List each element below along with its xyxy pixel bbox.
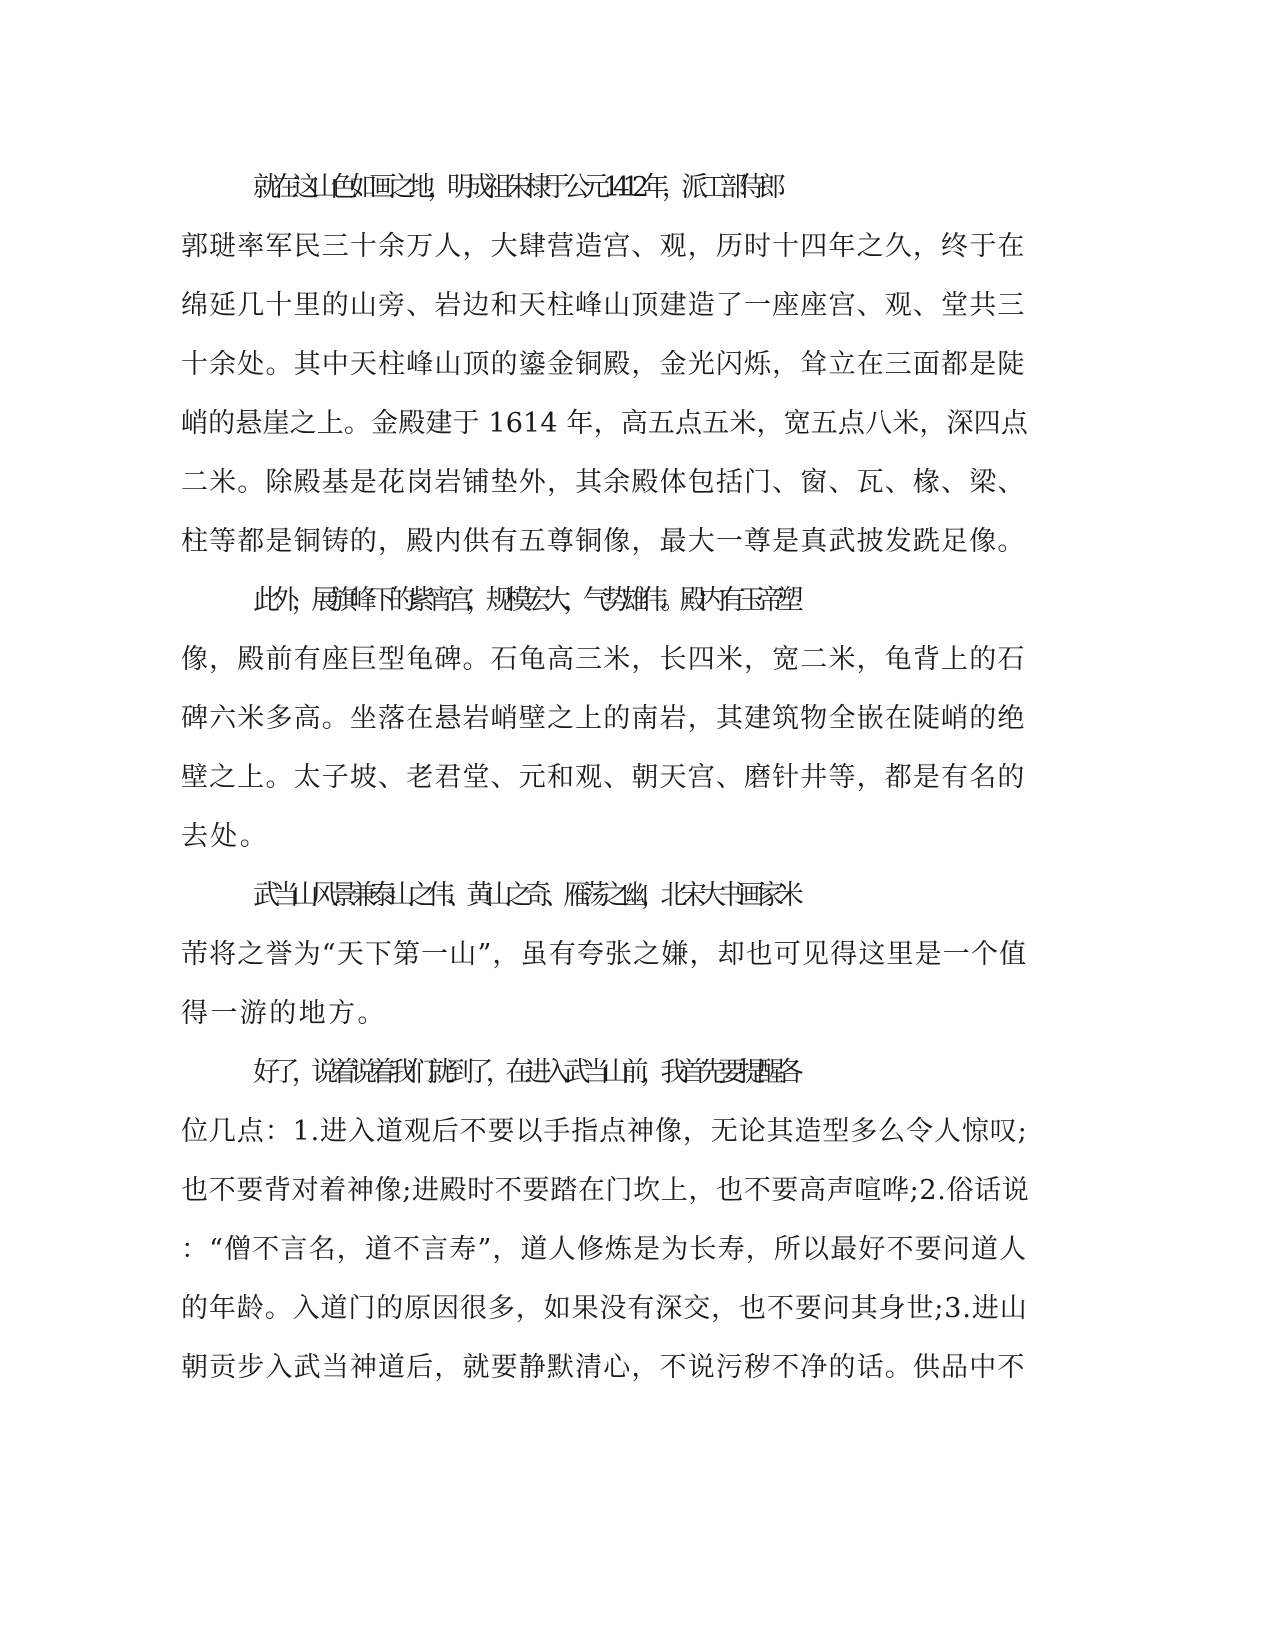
paragraph-line: 十余处。其中天柱峰山顶的鎏金铜殿，金光闪烁，耸立在三面都是陡 xyxy=(181,349,1026,380)
paragraph-4 xyxy=(181,1043,1031,1397)
paragraph-line: 也不要背对着神像;进殿时不要踏在门坎上，也不要高声喧哗;2.俗话说 xyxy=(181,1175,1030,1206)
paragraph-2 xyxy=(181,571,1031,866)
paragraph-line: 武当山风景兼泰山之伟、黄山之奇、雁荡之幽，北宋大书画家米 xyxy=(253,880,797,911)
paragraph-line: 位几点：1.进入道观后不要以手指点神像，无论其造型多么令人惊叹; xyxy=(181,1116,1028,1147)
paragraph-line: 二米。除殿基是花岗岩铺垫外，其余殿体包括门、窗、瓦、椽、梁、 xyxy=(181,467,1026,498)
paragraph-line: 峭的悬崖之上。金殿建于 1614 年，高五点五米，宽五点八米，深四点 xyxy=(181,408,1028,439)
paragraph-line: 的年龄。入道门的原因很多，如果没有深交，也不要问其身世;3.进山 xyxy=(181,1293,1028,1324)
paragraph-line: ：“僧不言名，道不言寿”，道人修炼是为长寿，所以最好不要问道人 xyxy=(181,1234,1028,1265)
paragraph-line: 去处。 xyxy=(181,821,270,852)
paragraph-3 xyxy=(181,866,1031,1043)
paragraph-1 xyxy=(181,158,1031,571)
paragraph-line: 柱等都是铜铸的，殿内供有五尊铜像，最大一尊是真武披发跣足像。 xyxy=(181,526,1026,557)
paragraph-line: 就在这山色如画之地，明成祖朱棣于公元 1412 年，派工部侍郎 xyxy=(253,172,779,203)
paragraph-line: 芾将之誉为“天下第一山”，虽有夸张之嫌，却也可见得这里是一个值 xyxy=(181,939,1028,970)
paragraph-line: 朝贡步入武当神道后，就要静默清心，不说污秽不净的话。供品中不 xyxy=(181,1352,1026,1383)
paragraph-line: 得一游的地方。 xyxy=(181,998,387,1029)
paragraph-line: 好了，说着说着我们就到了，在进入武当山前，我首先要提醒各 xyxy=(253,1057,797,1088)
paragraph-line: 像，殿前有座巨型龟碑。石龟高三米，长四米，宽二米，龟背上的石 xyxy=(181,644,1026,675)
paragraph-line: 碑六米多高。坐落在悬岩峭壁之上的南岩，其建筑物全嵌在陡峭的绝 xyxy=(181,703,1026,734)
document-body xyxy=(181,158,1031,1397)
paragraph-line: 郭琎率军民三十余万人，大肆营造宫、观，历时十四年之久，终于在 xyxy=(181,231,1026,262)
paragraph-line: 壁之上。太子坡、老君堂、元和观、朝天宫、磨针井等，都是有名的 xyxy=(181,762,1026,793)
paragraph-line: 绵延几十里的山旁、岩边和天柱峰山顶建造了一座座宫、观、堂共三 xyxy=(181,290,1026,321)
paragraph-line: 此外，展旗峰下的紫宵宫，规模宏大，气势雄伟。殿内有玉帝塑 xyxy=(253,585,797,616)
